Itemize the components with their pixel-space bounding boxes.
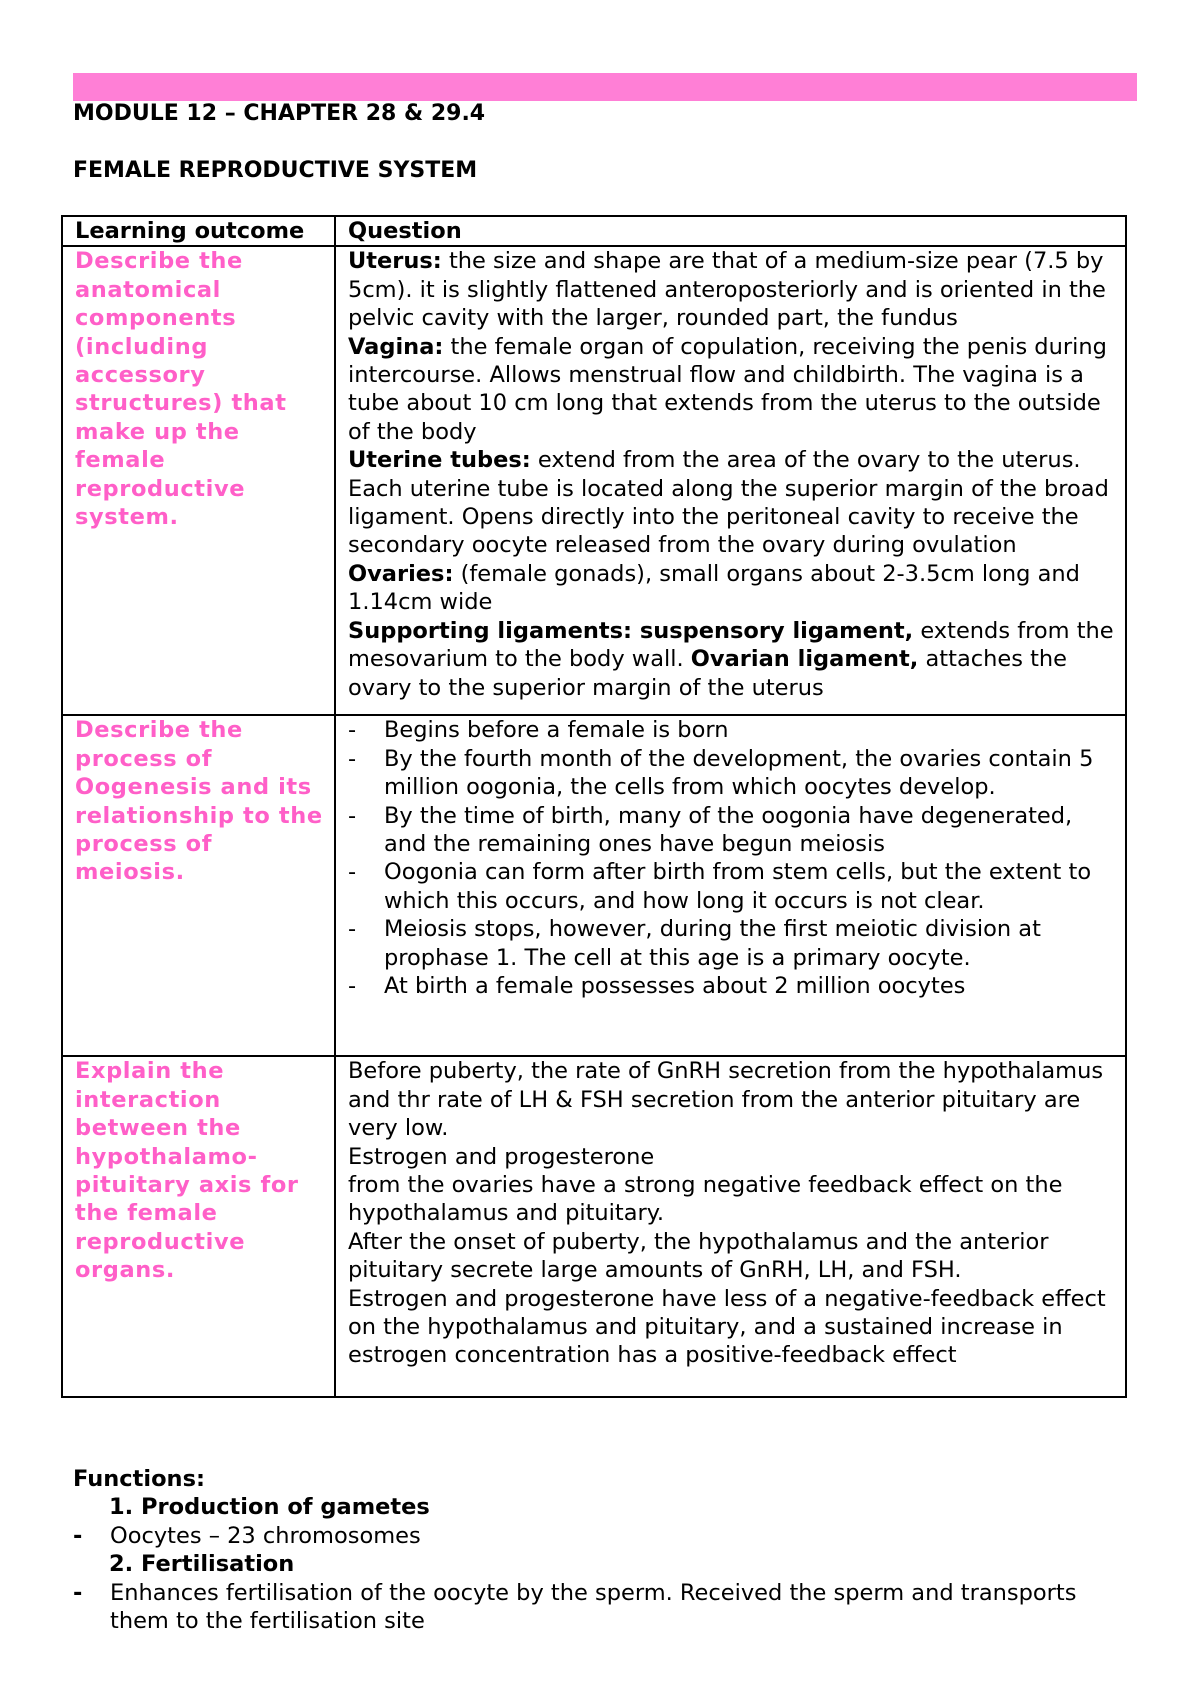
list-item: - By the fourth month of the development, the ovaries contain 5 million oogonia, the cells from which oocytes develop.: [348, 745, 1119, 802]
functions-label: Functions:: [73, 1466, 205, 1492]
header-question: Question: [335, 216, 1126, 246]
function-detail: - Enhances fertilisation of the oocyte by the sperm. Received the sperm and transports them to the fertilisation site: [73, 1579, 1133, 1636]
term: Uterine tubes:: [348, 447, 531, 474]
function-number: 1.: [109, 1494, 134, 1521]
term: Ovaries:: [348, 560, 454, 587]
table-row: [62, 715, 1126, 1056]
answer-cell: [335, 715, 1126, 1056]
answer-cell: [335, 1056, 1126, 1397]
list-item: - Oogonia can form after birth from stem cells, but the extent to which this occurs, and how long it occurs is not clear.: [348, 858, 1119, 915]
outcome-cell: Describe the anatomical components (including accessory structures) that make up the female reproductive system.: [62, 246, 335, 715]
list-item: - At birth a female possesses about 2 million oocytes: [348, 972, 1119, 1000]
list-item: - By the time of birth, many of the oogonia have degenerated, and the remaining ones have begun meiosis: [348, 802, 1119, 859]
learning-outcomes-table: [61, 215, 1127, 1398]
answer-paragraph: [348, 446, 1119, 560]
module-title: MODULE 12 – CHAPTER 28 & 29.4: [73, 101, 486, 126]
table-row: [62, 1056, 1126, 1397]
table-header-row: [62, 216, 1126, 246]
answer-line: Estrogen and progesterone: [348, 1143, 655, 1170]
outcome-cell: Explain the interaction between the hypothalamo-pituitary axis for the female reproductive organs.: [62, 1056, 335, 1397]
table-row: [62, 246, 1126, 715]
answer-cell: [335, 246, 1126, 715]
answer-line: Before puberty, the rate of GnRH secretion from the hypothalamus and thr rate of LH & FSH secretion from the anterior pituitary are very low.: [348, 1058, 1104, 1142]
description: the size and shape are that of a medium-size pear (7.5 by 5cm). it is slightly flattened anteroposteriorly and is oriented in the pelvic cavity with the larger, rounded part, the fundus: [348, 248, 1106, 332]
function-name: Fertilisation: [141, 1551, 295, 1578]
answer-line: Estrogen and progesterone have less of a negative-feedback effect on the hypothalamus and pituitary, and a sustained increase in estrogen concentration has a positive-feedback effect: [348, 1285, 1106, 1369]
header-learning-outcome: Learning outcome: [62, 216, 335, 246]
description: extend from the area of the ovary to the uterus. Each uterine tube is located along the superior margin of the broad ligament. Opens directly into the peritoneal cavity to receive the secondary oocyte released from the ovary during ovulation: [348, 447, 1109, 559]
answer-paragraph: [348, 617, 1119, 702]
function-name: Production of gametes: [141, 1494, 430, 1521]
answer-line: After the onset of puberty, the hypothalamus and the anterior pituitary secrete large amounts of GnRH, LH, and FSH.: [348, 1228, 1049, 1284]
term: Uterus:: [348, 248, 442, 275]
header-accent-bar: [73, 73, 1137, 101]
description: extends from the mesovarium to the body wall.: [348, 617, 1114, 673]
subject-title: FEMALE REPRODUCTIVE SYSTEM: [73, 158, 478, 183]
term: Supporting ligaments: suspensory ligament,: [348, 617, 914, 644]
list-item: - Meiosis stops, however, during the first meiotic division at prophase 1. The cell at this age is a primary oocyte.: [348, 915, 1119, 972]
term: Vagina:: [348, 333, 444, 360]
answer-paragraph: [348, 560, 1119, 617]
function-number: 2.: [109, 1551, 134, 1578]
description: attaches the ovary to the superior margin of the uterus: [348, 646, 1068, 701]
answer-line: from the ovaries have a strong negative feedback effect on the hypothalamus and pituitary.: [348, 1172, 1063, 1227]
description: (female gonads), small organs about 2-3.5cm long and 1.14cm wide: [348, 560, 1080, 616]
description: the female organ of copulation, receiving the penis during intercourse. Allows menstrual flow and childbirth. The vagina is a tube about 10 cm long that extends from the uterus to the outside of the body: [348, 333, 1107, 445]
list-item: - Begins before a female is born: [348, 716, 1119, 744]
function-detail: - Oocytes – 23 chromosomes: [73, 1522, 1133, 1550]
functions-section: [73, 1465, 1133, 1635]
function-title: [109, 1493, 1133, 1521]
term: Ovarian ligament,: [690, 646, 919, 673]
outcome-cell: Describe the process of Oogenesis and its relationship to the process of meiosis.: [62, 715, 335, 1056]
answer-paragraph: [348, 333, 1119, 447]
answer-paragraph: [348, 247, 1119, 332]
function-title: [109, 1550, 1133, 1578]
bullet-list: [348, 716, 1119, 1000]
